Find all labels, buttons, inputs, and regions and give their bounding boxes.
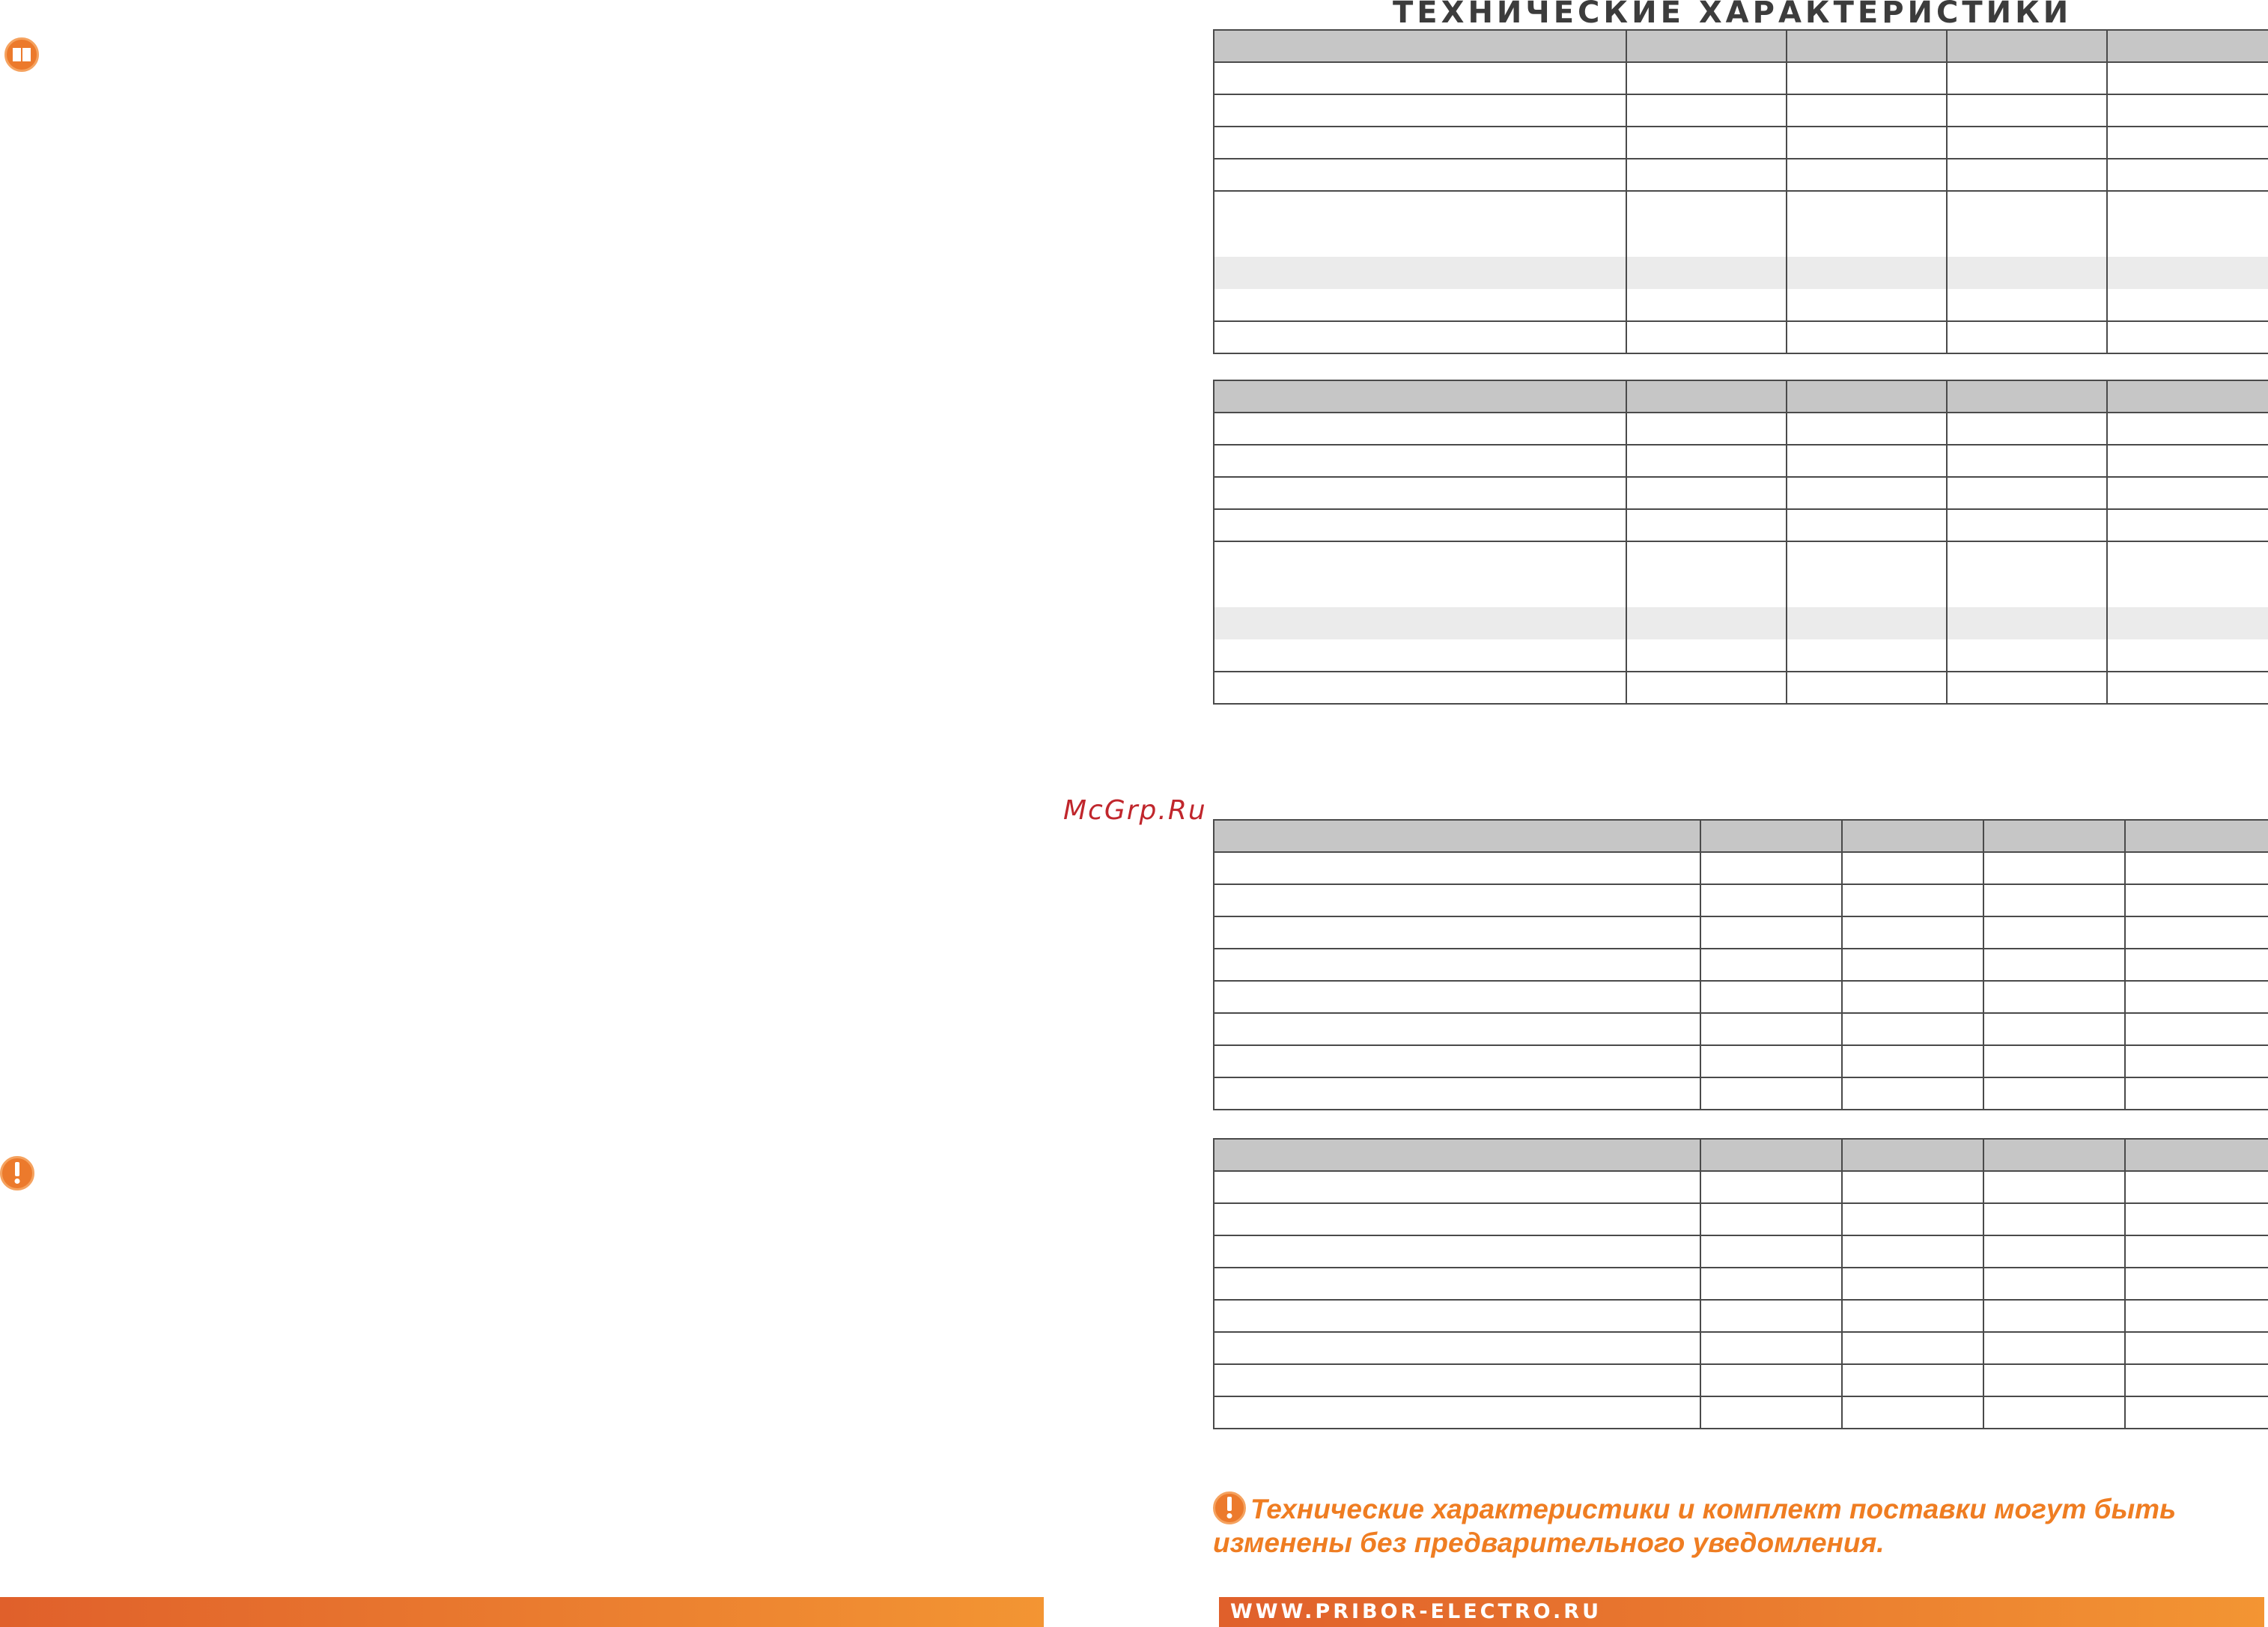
notice-text: Технические характеристики и комплект поставки могут быть изменены без предварительного уведомления. bbox=[1213, 1494, 2177, 1559]
spec-table-3 bbox=[1213, 819, 2268, 1110]
spec-table-4 bbox=[1213, 1138, 2268, 1429]
table-header-row bbox=[1214, 380, 2268, 413]
page-title: ТЕХНИЧЕСКИЕ ХАРАКТЕРИСТИКИ bbox=[1393, 0, 2073, 30]
table-row bbox=[1214, 94, 2268, 127]
exclamation-icon bbox=[0, 1156, 34, 1190]
table-row bbox=[1214, 257, 2268, 289]
exclamation-icon bbox=[1213, 1491, 1246, 1524]
table-row bbox=[1214, 672, 2268, 704]
footer-bar-left bbox=[0, 1597, 1044, 1627]
table-row bbox=[1214, 1045, 2268, 1077]
table-row bbox=[1214, 541, 2268, 607]
table-row bbox=[1214, 62, 2268, 94]
table-row bbox=[1214, 607, 2268, 639]
table-row bbox=[1214, 191, 2268, 257]
table-row bbox=[1214, 884, 2268, 916]
table-row bbox=[1214, 916, 2268, 949]
footer-url[interactable]: WWW.PRIBOR-ELECTRO.RU bbox=[1230, 1600, 1602, 1623]
table-row bbox=[1214, 981, 2268, 1013]
table-row bbox=[1214, 509, 2268, 541]
table-row bbox=[1214, 413, 2268, 445]
table-row bbox=[1214, 1364, 2268, 1396]
table-row bbox=[1214, 1077, 2268, 1110]
book-icon bbox=[4, 37, 39, 72]
table-row bbox=[1214, 445, 2268, 477]
spec-table-2 bbox=[1213, 380, 2268, 705]
table-row bbox=[1214, 949, 2268, 981]
watermark: McGrp.Ru bbox=[1063, 795, 1207, 826]
table-row bbox=[1214, 1203, 2268, 1235]
table-row bbox=[1214, 1171, 2268, 1203]
table-row bbox=[1214, 852, 2268, 884]
table-row bbox=[1214, 639, 2268, 672]
table-row bbox=[1214, 159, 2268, 191]
table-row bbox=[1214, 1300, 2268, 1332]
table-row bbox=[1214, 127, 2268, 159]
table-header-row bbox=[1214, 30, 2268, 62]
table-row bbox=[1214, 1268, 2268, 1300]
table-row bbox=[1214, 1332, 2268, 1364]
table-header-row bbox=[1214, 1139, 2268, 1171]
table-row bbox=[1214, 289, 2268, 321]
spec-table-1 bbox=[1213, 29, 2268, 354]
table-row bbox=[1214, 477, 2268, 509]
notice bbox=[1213, 1494, 2224, 1559]
table-row bbox=[1214, 321, 2268, 353]
table-header-row bbox=[1214, 820, 2268, 852]
table-row bbox=[1214, 1396, 2268, 1429]
table-row bbox=[1214, 1235, 2268, 1268]
table-row bbox=[1214, 1013, 2268, 1045]
